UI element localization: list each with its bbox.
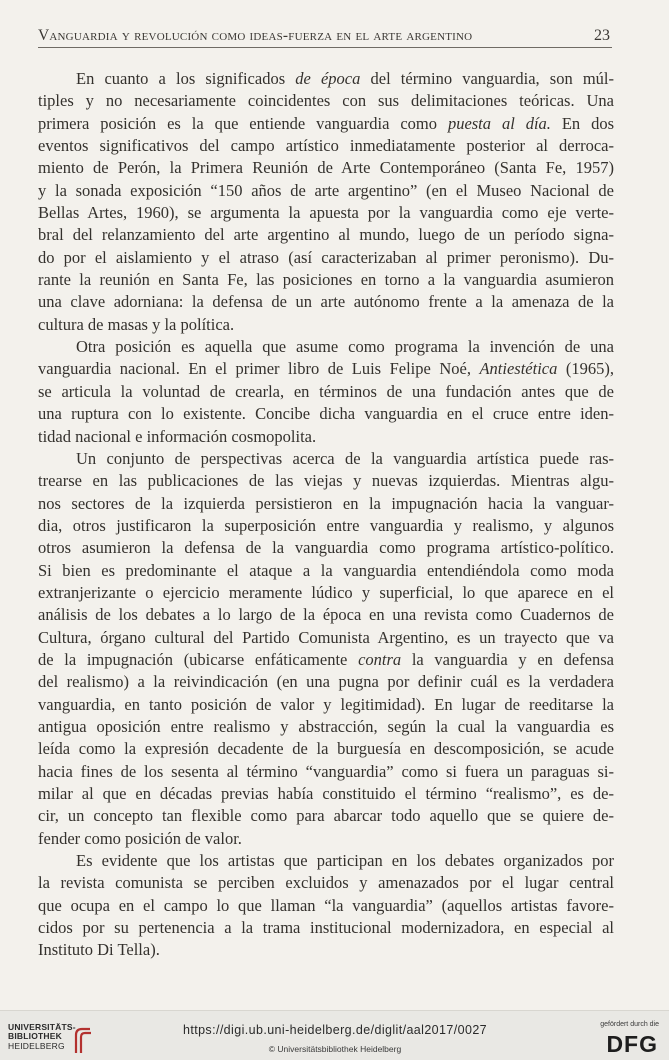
text-run: fender como posición de valor. — [38, 828, 242, 848]
library-name-line: UNIVERSITÄTS- — [8, 1022, 76, 1032]
text-line — [38, 627, 614, 649]
paragraph — [38, 448, 614, 850]
text-run: trearse en las publicaciones de las viejas y nuevas izquierdas. Mientras algu- — [38, 471, 614, 491]
text-line — [38, 917, 614, 939]
text-run: dia, otros justificaron la superposición entre vanguardia y realismo, y algunos — [38, 515, 614, 535]
text-run: de la impugnación (ubicarse enfáticamente — [38, 649, 359, 669]
text-line — [38, 426, 614, 448]
text-run: primera posición es la que entiende vanguardia como — [38, 113, 448, 133]
text-line — [38, 694, 614, 716]
text-line — [38, 291, 614, 313]
text-run: Instituto Di Tella). — [38, 940, 160, 960]
text-run: la revista comunista se perciben excluidos y amenazados por el lugar central — [38, 873, 614, 893]
text-line — [38, 828, 614, 850]
text-line — [38, 761, 614, 783]
text-run: Cultura, órgano cultural del Partido Comunista Argentino, es un trayecto que va — [38, 627, 614, 647]
text-line — [38, 448, 614, 470]
text-line — [38, 604, 614, 626]
text-run: miento de Perón, la Primera Reunión de Arte Contemporáneo (Santa Fe, 1957) — [38, 158, 614, 178]
text-run: y la sonada exposición “150 años de arte argentino” (en el Museo Nacional de — [38, 180, 614, 200]
text-run: Bellas Artes, 1960), se argumenta la apuesta por la vanguardia como eje verte- — [38, 203, 614, 223]
text-run: del término vanguardia, son múl- — [360, 69, 614, 88]
text-run: Otra posición es aquella que asume como programa la invención de una — [76, 337, 614, 357]
text-run: rante la reunión en Santa Fe, las posiciones en torno a la vanguardia asumieron — [38, 270, 614, 290]
text-line — [38, 202, 614, 224]
text-run: Si bien es predominante el ataque a la vanguardia entendiéndola como moda — [38, 560, 614, 580]
text-line — [38, 805, 614, 827]
text-run: cidos por su pertenencia a la trama institucional modernizadora, en especial al — [38, 918, 614, 938]
text-line — [38, 515, 614, 537]
text-line — [38, 358, 614, 380]
text-run: En cuanto a los significados — [76, 69, 296, 88]
running-title: Vanguardia y revolución como ideas-fuerza en el arte argentino — [38, 27, 473, 44]
text-run: Un conjunto de perspectivas acerca de la vanguardia artística puede ras- — [76, 448, 614, 468]
text-run: antigua oposición entre realismo y abstracción, según la cual la vanguardia es — [38, 716, 614, 736]
library-name-line: BIBLIOTHEK — [8, 1031, 62, 1042]
italic-phrase: puesta al día. — [447, 113, 551, 133]
university-library-logo[interactable] — [8, 1023, 98, 1057]
text-run: milar al que en décadas previas había constituido el término “realismo”, es de- — [38, 784, 614, 803]
copyright-notice: © Universitätsbibliothek Heidelberg — [268, 1044, 402, 1054]
text-line — [38, 582, 614, 604]
text-run: leída como la expresión decadente de la burguesía en descomposición, se acude — [38, 739, 614, 759]
text-line — [38, 314, 614, 336]
text-line — [38, 850, 614, 872]
paragraph — [38, 336, 614, 448]
text-run: una ruptura con lo existente. Concibe dicha vanguardia en el cruce entre iden- — [38, 404, 614, 424]
text-line — [38, 537, 614, 559]
paragraph — [38, 850, 614, 962]
body-text — [38, 68, 614, 962]
text-line — [38, 783, 614, 805]
text-run: cultura de masas y la política. — [38, 314, 235, 334]
text-line — [38, 180, 614, 202]
dfg-tagline: gefördert durch die — [600, 1021, 659, 1028]
viewer-footer — [0, 1010, 669, 1060]
text-run: una clave adorniana: la defensa de un arte autónomo frente a la amenaza de la — [38, 292, 614, 312]
doi-link[interactable]: https://digi.ub.uni-heidelberg.de/diglit/aal2017/0027 — [182, 1023, 488, 1037]
text-line — [38, 671, 614, 693]
text-line — [38, 470, 614, 492]
text-line — [38, 738, 614, 760]
text-run: vanguardia, en tanto posición de valor y legitimidad). En lugar de reeditarse la — [38, 694, 614, 714]
paragraph — [38, 68, 614, 336]
text-run: vanguardia nacional. En el primer libro de Luis Felipe Noé, — [38, 359, 480, 379]
italic-phrase: contra — [358, 649, 402, 669]
text-line — [38, 560, 614, 582]
page-number: 23 — [594, 27, 610, 44]
text-run: que ocupa en el campo lo que llaman “la vanguardia” (aquellos artistas favore- — [38, 895, 614, 915]
text-line — [38, 269, 614, 291]
text-run: hacia fines de los sesenta al término “vanguardia” como si fuera un paraguas si- — [38, 761, 614, 781]
text-line — [38, 895, 614, 917]
text-run: En dos — [550, 113, 615, 133]
library-name-line: HEIDELBERG — [8, 1040, 65, 1051]
text-run: nos sectores de la izquierda persistieron en la impugnación hacia la vanguar- — [38, 493, 614, 513]
text-line — [38, 716, 614, 738]
text-run: tidad nacional e información cosmopolita. — [38, 426, 317, 446]
text-line — [38, 113, 614, 135]
text-line — [38, 939, 614, 961]
text-run: del realismo) a la reivindicación (en una pugna por definir cuál es la verdadera — [38, 672, 614, 692]
text-run: extranjerizante o ejercicio meramente lúdico y superficial, lo que aparece en el — [38, 582, 614, 602]
text-run: (1965), — [557, 359, 614, 379]
text-line — [38, 90, 614, 112]
text-line — [38, 649, 614, 671]
italic-phrase: de época — [295, 69, 361, 88]
text-line — [38, 247, 614, 269]
text-run: tiples y no necesariamente coincidentes con sus delimitaciones teóricas. Una — [38, 91, 614, 111]
running-header — [38, 27, 612, 48]
text-run: se articula la voluntad de crearla, en términos de una fundación antes que de — [38, 381, 614, 401]
text-run: bral del relanzamiento del arte argentino al mundo, luego de un período signa- — [38, 225, 614, 245]
text-line — [38, 493, 614, 515]
text-run: la vanguardia y en defensa — [401, 649, 615, 669]
text-line — [38, 224, 614, 246]
text-run: análisis de los debates a lo largo de la época en una revista como Cuadernos de — [38, 605, 614, 625]
text-line — [38, 872, 614, 894]
text-run: otros asumieron la defensa de la vanguardia como programa artístico-político. — [38, 538, 614, 558]
text-line — [38, 135, 614, 157]
text-line — [38, 336, 614, 358]
text-run: cir, un concepto tan flexible como para abarcar todo aquello que se quiere de- — [38, 806, 614, 826]
text-line — [38, 403, 614, 425]
library-emblem-icon — [72, 1027, 94, 1055]
text-run: Es evidente que los artistas que participan en los debates organizados por — [76, 851, 614, 871]
text-run: do por el aislamiento y el atraso (así caracterizaban al primer peronismo). Du- — [38, 247, 614, 267]
text-line — [38, 68, 614, 90]
text-line — [38, 157, 614, 179]
italic-phrase: Antiestética — [479, 359, 558, 379]
dfg-logo[interactable]: DFG — [606, 1031, 658, 1057]
text-run: eventos significativos del campo artístico inmediatamente posterior al derroca- — [38, 136, 614, 156]
text-line — [38, 381, 614, 403]
